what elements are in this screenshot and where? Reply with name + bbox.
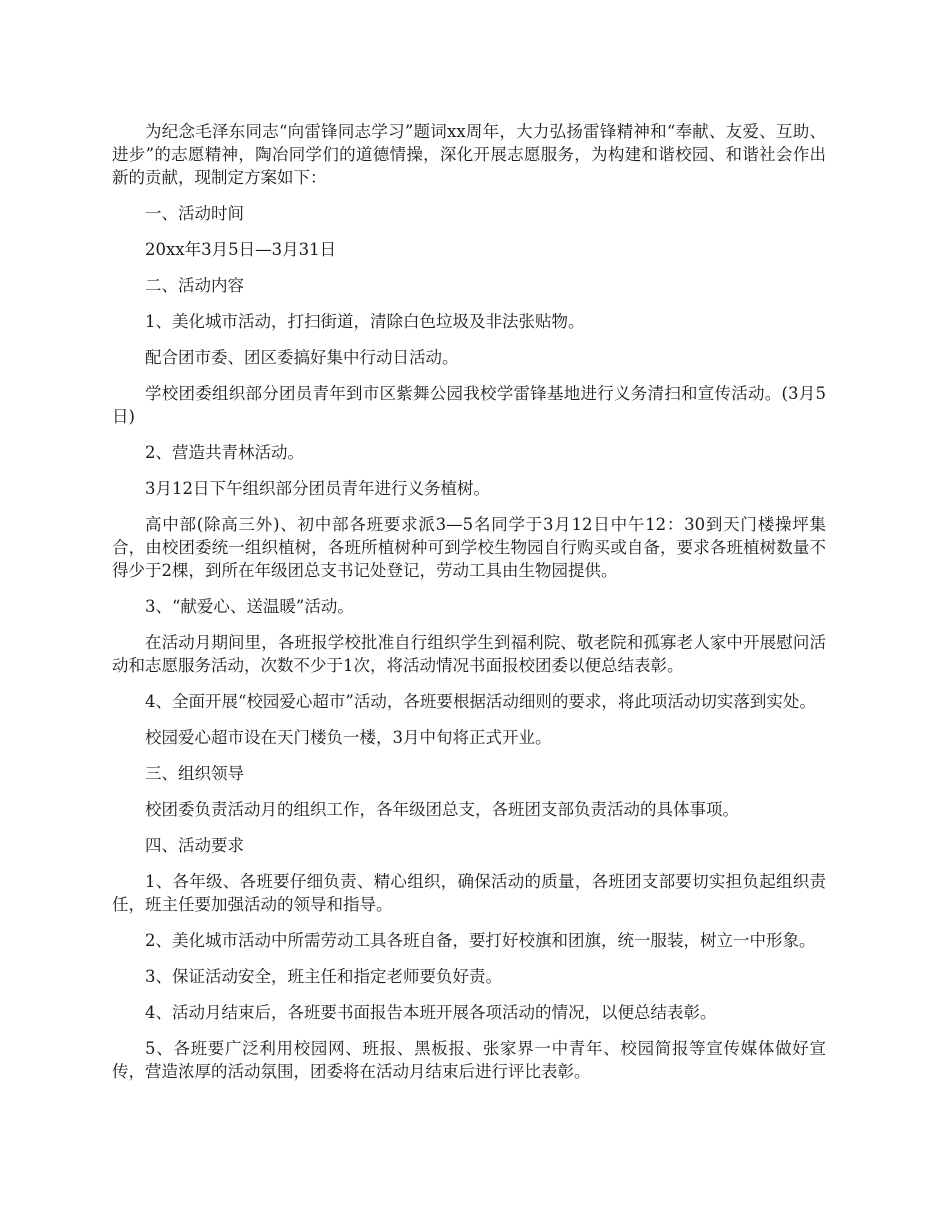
section-heading-organization: 三、组织领导 — [145, 764, 244, 783]
intro-paragraph: 为纪念毛泽东同志“向雷锋同志学习”题词xx周年，大力弘扬雷锋精神和“奉献、友爱、互助、进步”的志愿精神，陶冶同学们的道德情操，深化开展志愿服务，为构建和谐校园、和谐社会作出新的贡献，现制定方案如下： — [112, 122, 826, 187]
paragraph: 高中部(除高三外)、初中部各班要求派3—5名同学于3月12日中午12：30到天门楼操坪集合，由校团委统一组织植树，各班所植树种可到学校生物园自行购买或自备，要求各班植树数量不得少于2棵，到所在年级团总支书记处登记，劳动工具由生物园提供。 — [112, 515, 826, 580]
requirement-item: 3、保证活动安全，班主任和指定老师要负好责。 — [145, 967, 502, 986]
item-love-warmth: 3、“献爱心、送温暖”活动。 — [145, 597, 354, 616]
item-love-supermarket: 4、全面开展“校园爱心超市”活动，各班要根据活动细则的要求，将此项活动切实落到实处。 — [145, 692, 816, 711]
requirement-item: 2、美化城市活动中所需劳动工具各班自备，要打好校旗和团旗，统一服装，树立一中形象。 — [145, 931, 816, 950]
section-heading-activity-time: 一、活动时间 — [145, 204, 244, 223]
section-heading-requirements: 四、活动要求 — [145, 836, 244, 855]
requirement-item: 1、各年级、各班要仔细负责、精心组织，确保活动的质量，各班团支部要切实担负起组织责任，班主任要加强活动的领导和指导。 — [112, 872, 826, 914]
activity-date-range: 20xx年3月5日—3月31日 — [145, 240, 337, 259]
section-heading-activity-content: 二、活动内容 — [145, 276, 244, 295]
paragraph: 3月12日下午组织部分团员青年进行义务植树。 — [145, 479, 490, 498]
paragraph: 在活动月期间里，各班报学校批准自行组织学生到福利院、敬老院和孤寡老人家中开展慰问活动和志愿服务活动，次数不少于1次，将活动情况书面报校团委以便总结表彰。 — [112, 633, 826, 675]
requirement-item: 5、各班要广泛利用校园网、班报、黑板报、张家界一中青年、校园简报等宣传媒体做好宣传，营造浓厚的活动氛围，团委将在活动月结束后进行评比表彰。 — [112, 1039, 826, 1081]
item-youth-forest: 2、营造共青林活动。 — [145, 443, 304, 462]
document-body — [112, 120, 826, 1096]
item-city-beautification: 1、美化城市活动，打扫街道，清除白色垃圾及非法张贴物。 — [145, 312, 585, 331]
requirement-item: 4、活动月结束后，各班要书面报告本班开展各项活动的情况，以便总结表彰。 — [145, 1003, 717, 1022]
paragraph: 校园爱心超市设在天门楼负一楼，3月中旬将正式开业。 — [145, 728, 552, 747]
paragraph: 配合团市委、团区委搞好集中行动日活动。 — [145, 348, 459, 367]
paragraph: 学校团委组织部分团员青年到市区紫舞公园我校学雷锋基地进行义务清扫和宣传活动。(3月5日) — [112, 384, 826, 426]
paragraph: 校团委负责活动月的组织工作，各年级团总支，各班团支部负责活动的具体事项。 — [145, 800, 739, 819]
